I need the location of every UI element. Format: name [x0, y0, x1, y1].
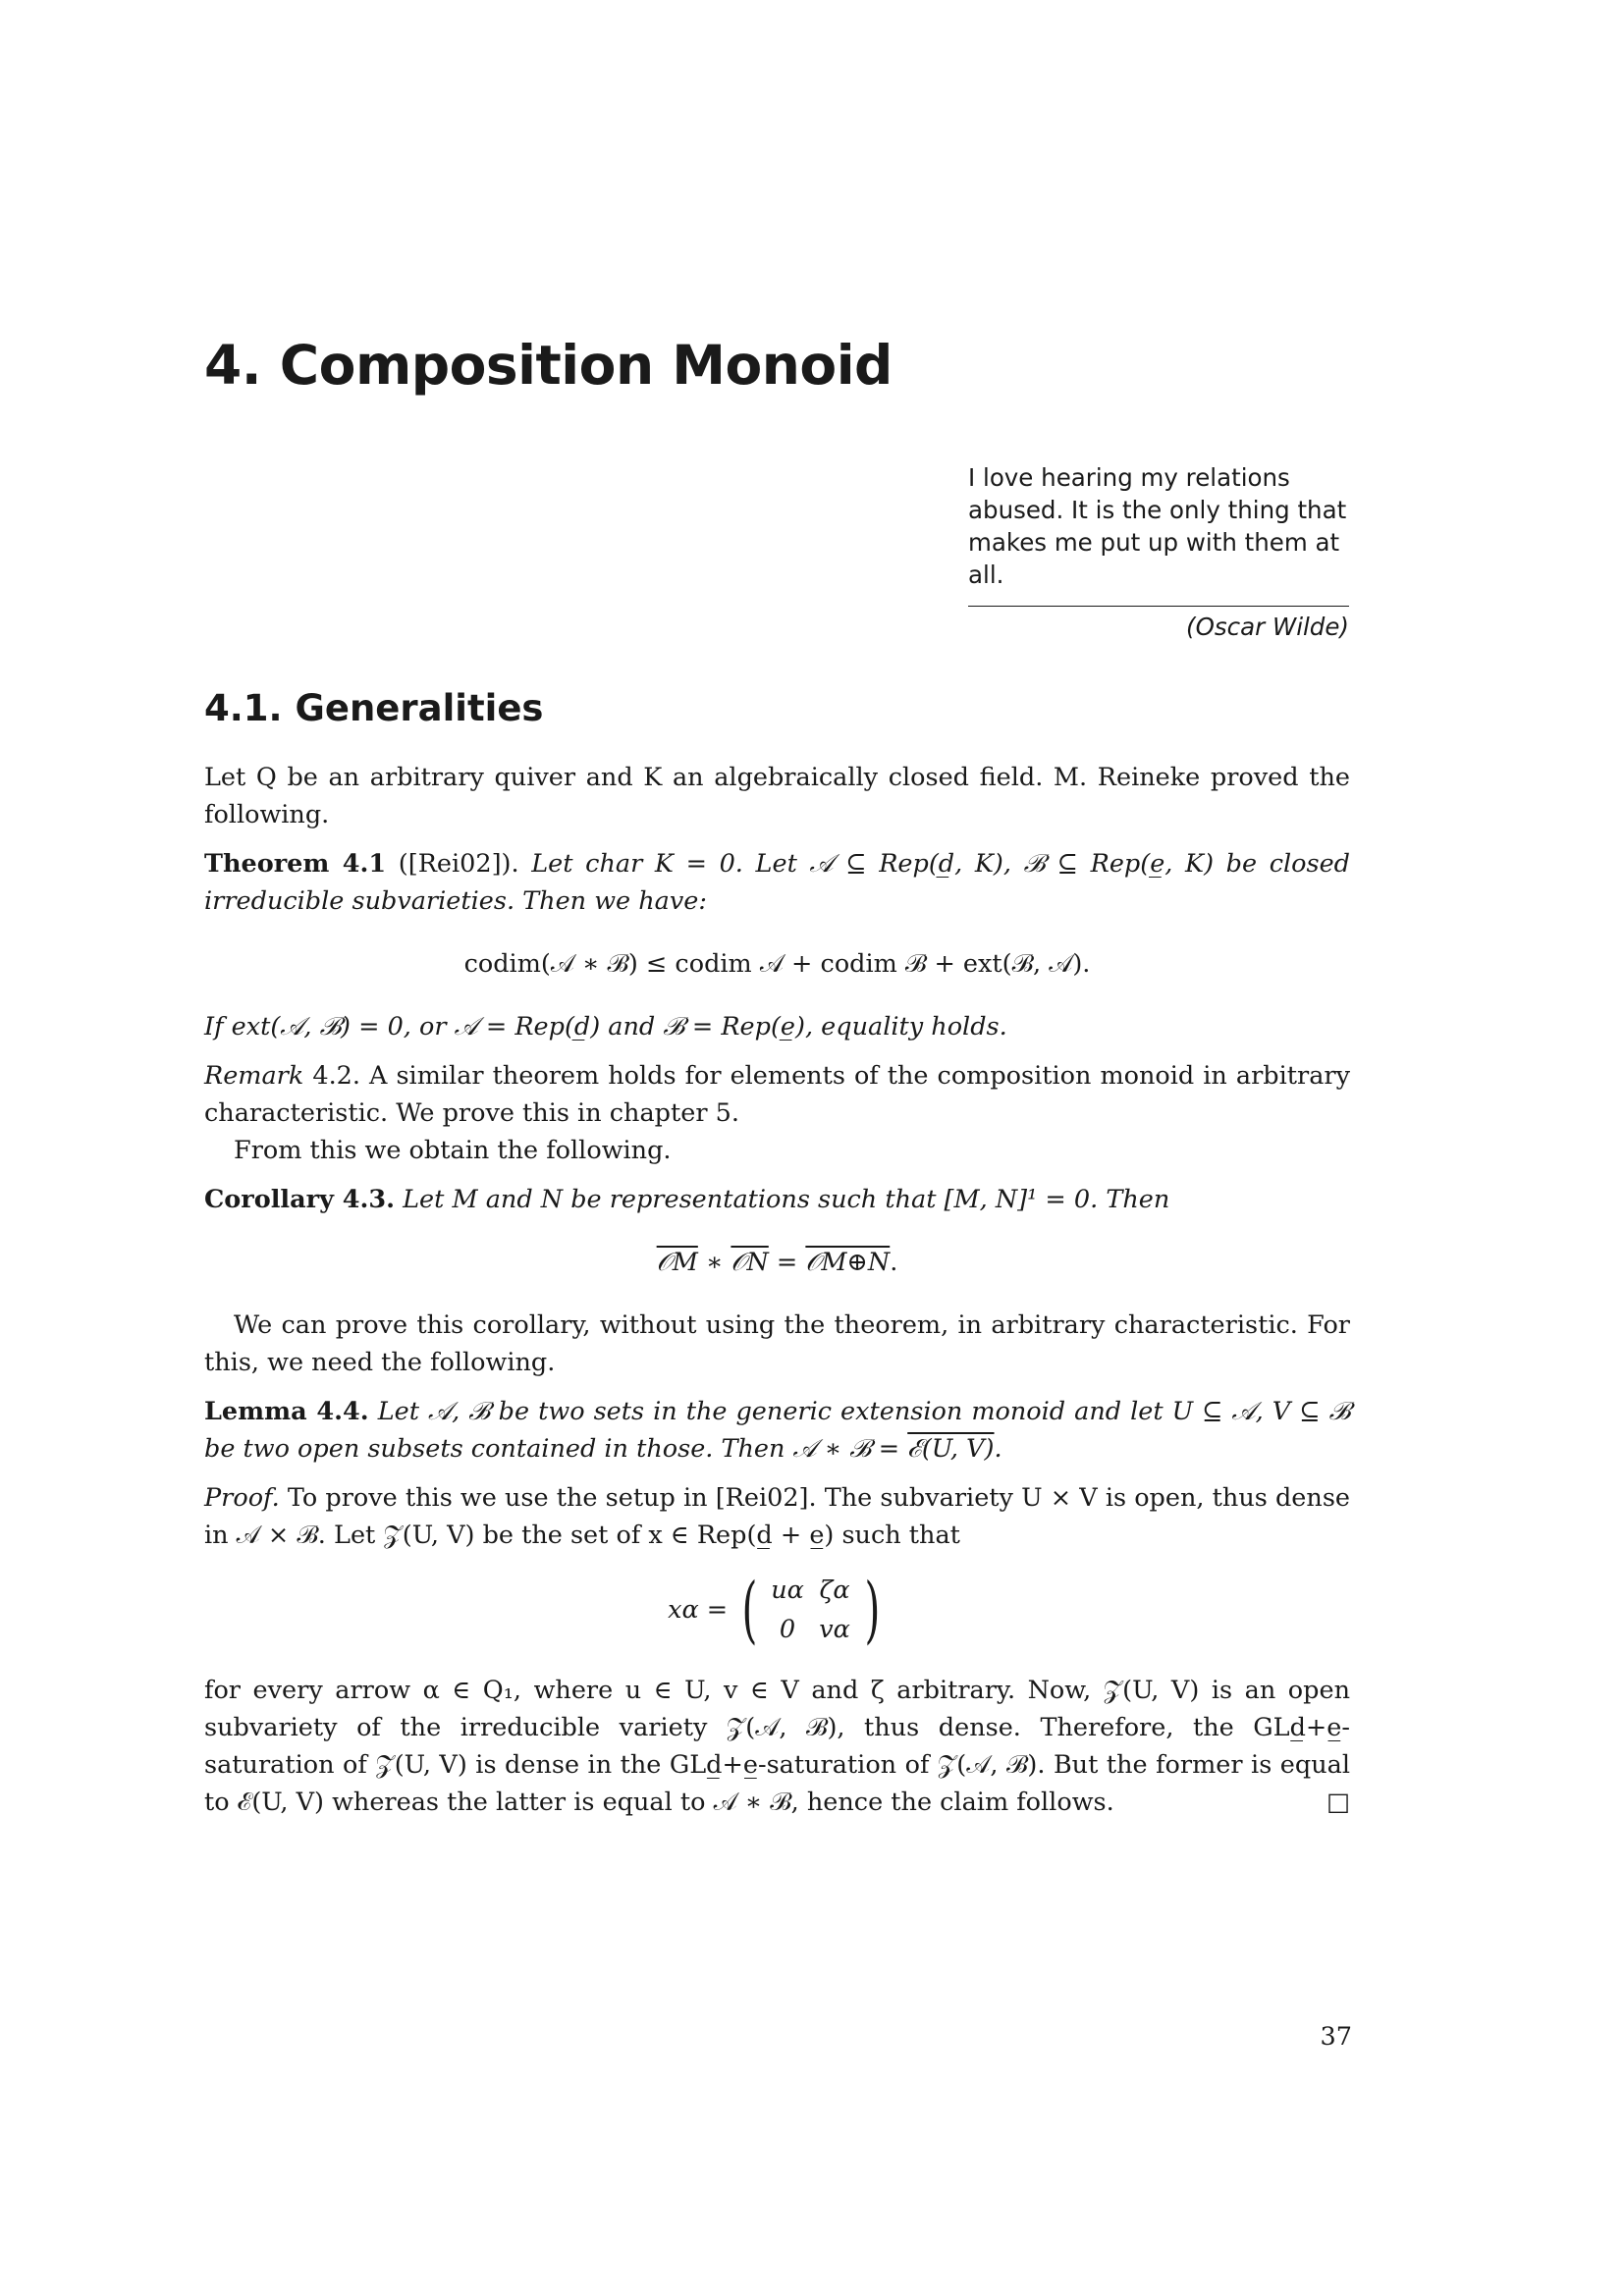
corollary-4-3	[204, 1181, 1350, 1218]
body-text	[204, 759, 1350, 1821]
epigraph	[968, 461, 1349, 643]
page-number: 37	[1320, 2022, 1352, 2052]
proof-text: To prove this we use the setup in [Rei02]. The subvariety U × V is open, thus dense in 𝒜 × ℬ. Let 𝒵(U, V) be the set of x ∈ Rep(d̲ + e̲) such that	[204, 1483, 1350, 1550]
theorem-statement: Let char K = 0. Let 𝒜 ⊆ Rep(d̲, K), ℬ ⊆ Rep(e̲, K) be closed irreducible subvarieties. Then we have:	[204, 849, 1350, 916]
lemma-statement: Let 𝒜, ℬ be two sets in the generic extension monoid and let U ⊆ 𝒜, V ⊆ ℬ be two open subsets contained in those. Then 𝒜 ∗ ℬ =	[204, 1397, 1350, 1464]
corollary-statement: Let M and N be representations such that [M, N]¹ = 0. Then	[395, 1185, 1170, 1214]
chapter-title: 4. Composition Monoid	[204, 334, 893, 397]
remark-4-2	[204, 1057, 1350, 1132]
intro-paragraph: Let Q be an arbitrary quiver and K an algebraically closed field. M. Reineke proved the following.	[204, 763, 1350, 829]
lemma-period: .	[994, 1434, 1002, 1464]
matrix	[764, 1572, 858, 1648]
section-heading: 4.1. Generalities	[204, 687, 544, 729]
epigraph-quote: I love hearing my relations abused. It is the only thing that makes me put up with them at all.	[968, 463, 1347, 589]
proof-conclusion-text: for every arrow α ∈ Q₁, where u ∈ U, v ∈ V and ζ arbitrary. Now, 𝒵(U, V) is an open subvariety of the irreducible variety 𝒵(𝒜, ℬ), thus dense. Therefore, the GLd̲+e̲-saturation of 𝒵(U, V) is dense in the GLd̲+e̲-saturation of 𝒵(𝒜, ℬ). But the former is equal to ℰ(U, V) whereas the latter is equal to 𝒜 ∗ ℬ, hence the claim follows.	[204, 1676, 1350, 1817]
corollary-formula	[204, 1244, 1350, 1281]
matrix-cell: 0	[779, 1615, 796, 1644]
matrix-equation	[204, 1568, 1350, 1652]
formula-operator: ∗	[697, 1248, 731, 1277]
qed-symbol: □	[1326, 1788, 1350, 1817]
transition-paragraph: From this we obtain the following.	[234, 1136, 672, 1165]
orbit-closure-m: 𝒪M	[656, 1248, 698, 1277]
remark-label: Remark	[204, 1061, 304, 1091]
remark-text: 4.2. A similar theorem holds for elements of the composition monoid in arbitrary characteristic. We prove this in chapter 5.	[204, 1061, 1350, 1128]
matrix-cell: ζα	[819, 1575, 850, 1605]
proof-conclusion	[204, 1672, 1350, 1821]
orbit-closure-n: 𝒪N	[731, 1248, 769, 1277]
matrix-cell: uα	[771, 1575, 804, 1605]
matrix-cell: vα	[819, 1615, 850, 1644]
theorem-citation: ([Rei02]).	[386, 849, 532, 879]
orbit-closure-sum: 𝒪M⊕N	[805, 1248, 891, 1277]
lemma-closure: ℰ(U, V)	[907, 1434, 995, 1464]
epigraph-divider	[968, 606, 1349, 607]
left-paren: (	[741, 1568, 758, 1652]
theorem-4-1	[204, 845, 1350, 920]
proof	[204, 1479, 1350, 1554]
lemma-4-4	[204, 1393, 1350, 1468]
formula-period: .	[890, 1248, 898, 1277]
epigraph-attribution: (Oscar Wilde)	[1186, 613, 1349, 641]
theorem-equality-condition: If ext(𝒜, ℬ) = 0, or 𝒜 = Rep(d̲) and ℬ = Rep(e̲), equality holds.	[204, 1012, 1007, 1041]
matrix-lhs: xα =	[668, 1595, 729, 1625]
corollary-label: Corollary 4.3.	[204, 1185, 396, 1214]
proof-label: Proof.	[204, 1483, 280, 1513]
theorem-label: Theorem 4.1	[204, 849, 387, 879]
formula-equals: =	[768, 1248, 806, 1277]
we-can-paragraph: We can prove this corollary, without using the theorem, in arbitrary characteristic. For this, we need the following.	[204, 1310, 1350, 1377]
theorem-formula: codim(𝒜 ∗ ℬ) ≤ codim 𝒜 + codim ℬ + ext(ℬ, 𝒜).	[463, 949, 1091, 979]
lemma-label: Lemma 4.4.	[204, 1397, 369, 1426]
right-paren: )	[864, 1568, 881, 1652]
